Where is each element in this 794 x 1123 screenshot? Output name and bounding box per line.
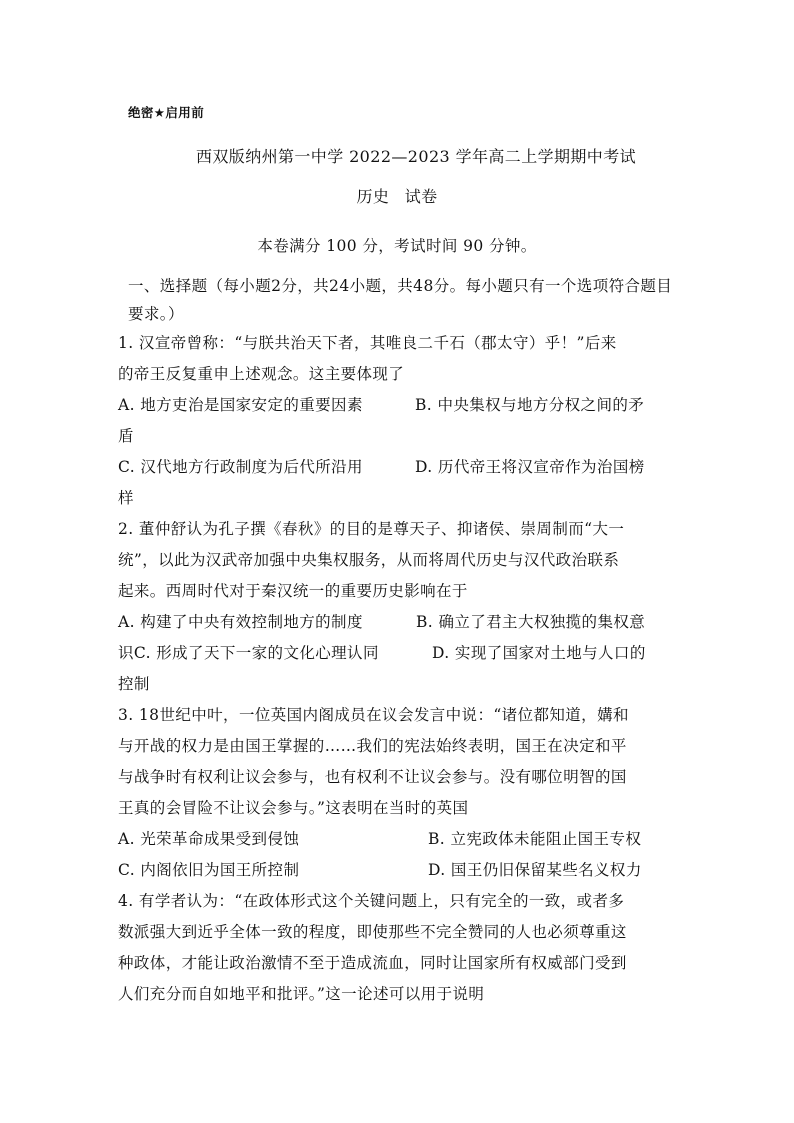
option-b-continuation: 盾 <box>118 427 134 445</box>
section-heading-line: 要求。） <box>128 305 184 323</box>
question-stem-line: 的帝王反复重申上述观念。这主要体现了 <box>118 365 405 383</box>
option-d: D. 实现了国家对土地与人口的 <box>432 644 646 662</box>
question-stem-line: 王真的会冒险不让议会参与。”这表明在当时的英国 <box>118 799 469 817</box>
option-b-continuation: 识C. 形成了天下一家的文化心理认同 <box>118 644 379 662</box>
option-a: A. 构建了中央有效控制地方的制度 <box>118 613 363 631</box>
option-b: B. 中央集权与地方分权之间的矛 <box>415 396 645 414</box>
option-c: C. 内阁依旧为国王所控制 <box>118 861 300 879</box>
question-stem-line: 2. 董仲舒认为孔子撰《春秋》的目的是尊天子、抑诸侯、崇周制而“大一 <box>118 520 625 538</box>
option-d-continuation: 控制 <box>118 675 150 693</box>
option-d-continuation: 样 <box>118 489 134 507</box>
question-stem-line: 与战争时有权利让议会参与，也有权利不让议会参与。没有哪位明智的国 <box>118 768 627 786</box>
option-d: D. 国王仍旧保留某些名义权力 <box>428 861 642 879</box>
option-b: B. 确立了君主大权独揽的集权意 <box>416 613 646 631</box>
secret-mark: 绝密★启用前 <box>128 105 205 120</box>
option-a: A. 光荣革命成果受到侵蚀 <box>118 830 300 848</box>
option-b: B. 立宪政体未能阻止国王专权 <box>428 830 642 848</box>
question-stem-line: 种政体，才能让政治激情不至于造成流血，同时让国家所有权威部门受到 <box>118 954 627 972</box>
option-d: D. 历代帝王将汉宣帝作为治国榜 <box>415 458 645 476</box>
exam-info: 本卷满分 100 分，考试时间 90 分钟。 <box>257 237 537 255</box>
exam-subtitle: 历史 试卷 <box>356 187 438 206</box>
question-stem-line: 人们充分而自如地平和批评。”这一论述可以用于说明 <box>118 985 485 1003</box>
question-stem-line: 起来。西周时代对于秦汉统一的重要历史影响在于 <box>118 582 468 600</box>
option-c: C. 汉代地方行政制度为后代所沿用 <box>118 458 363 476</box>
option-a: A. 地方吏治是国家安定的重要因素 <box>118 396 363 414</box>
question-stem-line: 4. 有学者认为：“在政体形式这个关键问题上，只有完全的一致，或者多 <box>118 892 625 910</box>
question-stem-line: 统”，以此为汉武帝加强中央集权服务，从而将周代历史与汉代政治联系 <box>118 551 620 569</box>
question-stem-line: 3. 18世纪中叶，一位英国内阁成员在议会发言中说：“诸位都知道，媾和 <box>118 706 629 724</box>
question-stem-line: 与开战的权力是由国王掌握的……我们的宪法始终表明，国王在决定和平 <box>118 737 627 755</box>
section-heading-line: 一、选择题（每小题2分，共24小题，共48分。每小题只有一个选项符合题目 <box>128 277 673 295</box>
question-stem-line: 1. 汉宣帝曾称：“与朕共治天下者，其唯良二千石（郡太守）乎！”后来 <box>118 334 617 352</box>
exam-title: 西双版纳州第一中学 2022—2023 学年高二上学期期中考试 <box>196 147 637 166</box>
question-stem-line: 数派强大到近乎全体一致的程度，即使那些不完全赞同的人也必须尊重这 <box>118 923 627 941</box>
